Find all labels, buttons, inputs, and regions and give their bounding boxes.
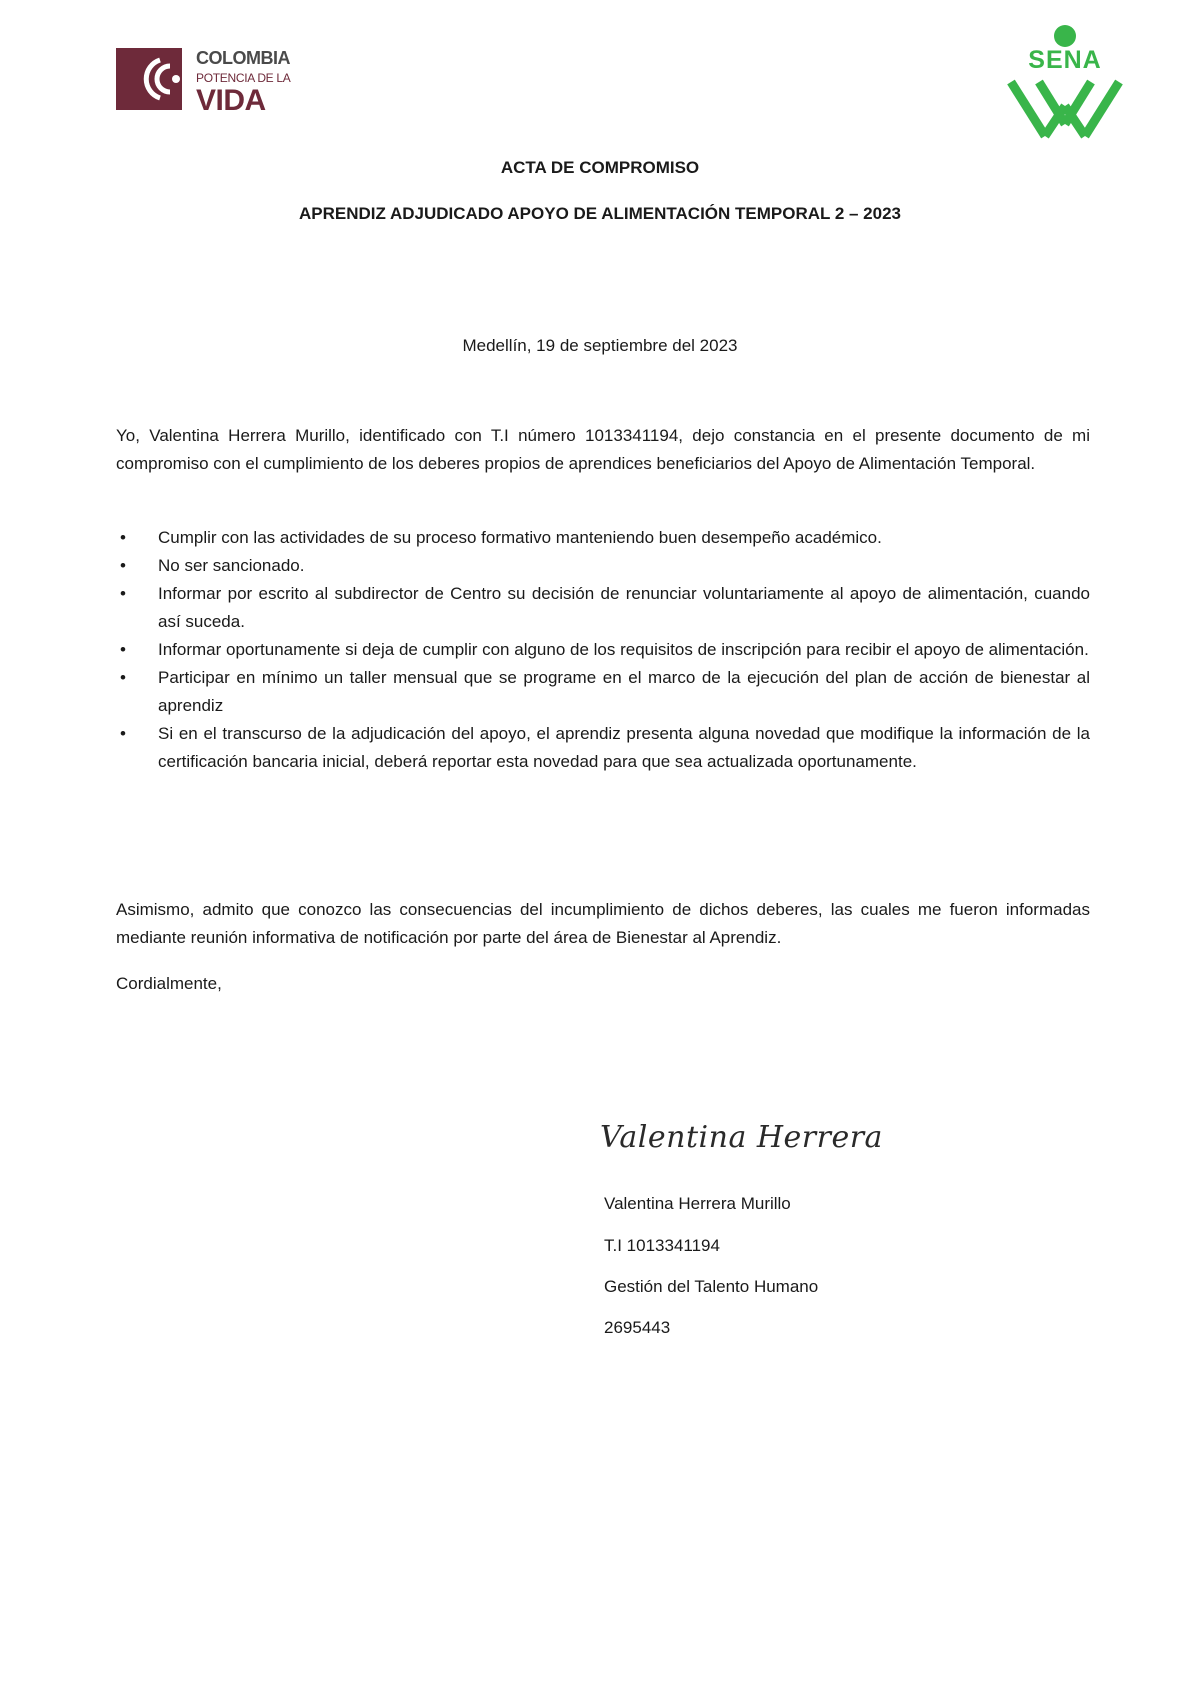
intro-paragraph: Yo, Valentina Herrera Murillo, identificado con T.I número 1013341194, dejo constancia en el presente documento de mi compromiso con el cumplimiento de los deberes propios de aprendices beneficiarios del Apoyo de Alimentación Temporal. (116, 426, 1090, 473)
signer-department: Gestión del Talento Humano (604, 1277, 819, 1296)
bullet-icon: • (120, 668, 126, 687)
list-item-text: Cumplir con las actividades de su proceso formativo manteniendo buen desempeño académico. (158, 528, 882, 547)
greeting: Cordialmente, (116, 974, 222, 993)
colombia-logo (116, 46, 296, 116)
sena-logo-word: SENA (1028, 46, 1102, 74)
list-item (116, 720, 1090, 776)
list-item (116, 636, 1090, 664)
colombia-logo-text (196, 46, 296, 116)
list-item (116, 664, 1090, 720)
sena-logo (1005, 24, 1125, 140)
bullet-icon: • (120, 584, 126, 603)
sena-logo-icon (1005, 24, 1125, 140)
signer-name: Valentina Herrera Murillo (604, 1194, 791, 1213)
signer-phone: 2695443 (604, 1318, 671, 1337)
bullet-icon: • (120, 724, 126, 743)
signature-text: Valentina Herrera (600, 1120, 883, 1155)
document-title: ACTA DE COMPROMISO (500, 158, 700, 177)
list-item-text: Informar por escrito al subdirector de Centro su decisión de renunciar voluntariamente al apoyo de alimentación, cuando así suceda. (158, 584, 1090, 631)
list-item-text: No ser sancionado. (158, 556, 305, 575)
list-item (116, 552, 1090, 580)
list-item (116, 524, 1090, 552)
bullet-icon: • (120, 528, 126, 547)
duties-list (116, 524, 1090, 776)
date-line: Medellín, 19 de septiembre del 2023 (462, 336, 738, 355)
logo-line-vida: VIDA (196, 84, 266, 116)
colombia-logo-icon (116, 46, 182, 112)
closing-paragraph: Asimismo, admito que conozco las consecuencias del incumplimiento de dichos deberes, las cuales me fueron informadas mediante reunión informativa de notificación por parte del área de Bienestar al Aprendiz. (116, 900, 1090, 947)
list-item-text: Informar oportunamente si deja de cumplir con alguno de los requisitos de inscripción para recibir el apoyo de alimentación. (158, 640, 1089, 659)
list-item-text: Si en el transcurso de la adjudicación del apoyo, el aprendiz presenta alguna novedad que modifique la información de la certificación bancaria inicial, deberá reportar esta novedad para que sea actualizada oportunamente. (158, 724, 1090, 771)
logo-line-colombia: COLOMBIA (196, 48, 290, 68)
list-item-text: Participar en mínimo un taller mensual que se programe en el marco de la ejecución del plan de acción de bienestar al aprendiz (158, 668, 1090, 715)
signer-id: T.I 1013341194 (604, 1236, 720, 1255)
bullet-icon: • (120, 640, 126, 659)
handwritten-signature (600, 1120, 883, 1170)
logo-line-potencia: POTENCIA DE LA (196, 71, 291, 85)
document-subtitle: APRENDIZ ADJUDICADO APOYO DE ALIMENTACIÓN TEMPORAL 2 – 2023 (298, 204, 901, 223)
list-item (116, 580, 1090, 636)
bullet-icon: • (120, 556, 126, 575)
